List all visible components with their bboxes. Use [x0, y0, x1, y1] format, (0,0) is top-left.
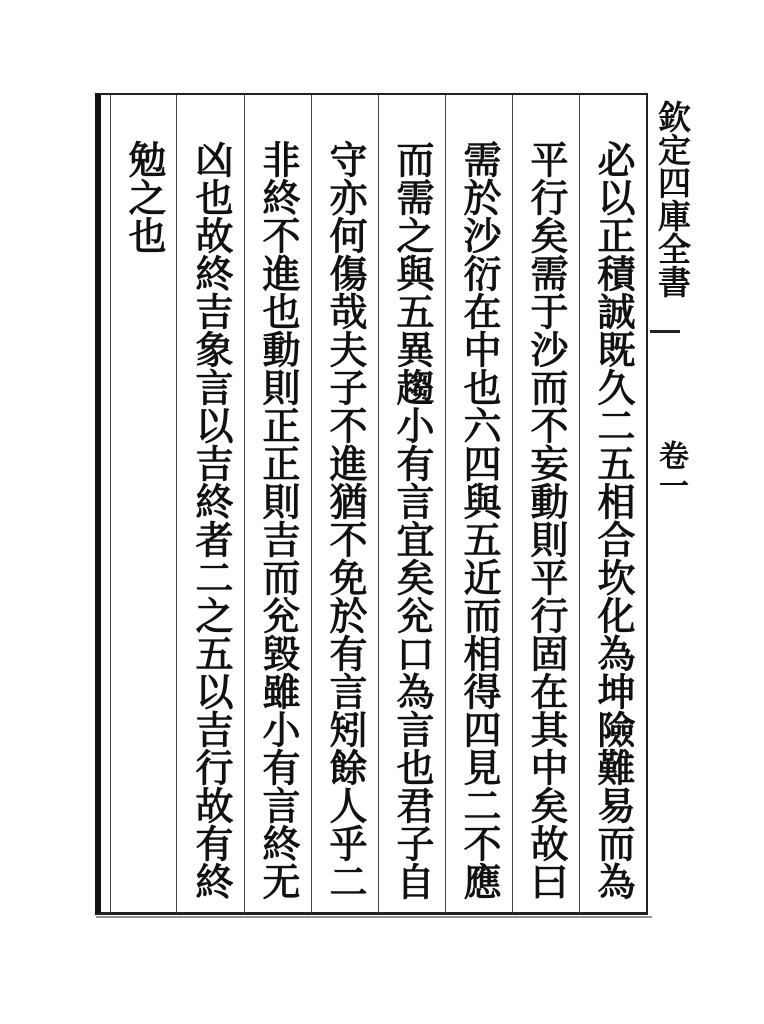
column-rule [445, 95, 446, 913]
text-column-1: 必以正積誠既久二五相合坎化為坤險難易而為 [591, 140, 636, 900]
margin-mark [650, 330, 680, 333]
text-column-6: 非終不進也動則正正則吉而兊毀雖小有言終无 [256, 140, 301, 900]
column-rule [579, 95, 580, 913]
scan-edge [96, 916, 652, 918]
column-rule [311, 95, 312, 913]
text-column-7: 凶也故終吉象言以吉終者二之五以吉行故有終 [189, 140, 234, 900]
text-column-3: 需於沙衍在中也六四與五近而相得四見二不應 [457, 140, 502, 900]
text-column-2: 平行矣需于沙而不妄動則平行固在其中矣故曰 [524, 140, 569, 900]
column-rule [176, 95, 177, 913]
book-title: 欽定四庫全書 [653, 100, 692, 298]
column-rule [512, 95, 513, 913]
text-column-5: 守亦何傷哉夫子不進猶不免於有言矧餘人乎二 [323, 140, 368, 900]
column-rule [378, 95, 379, 913]
column-rule [110, 95, 111, 913]
volume-label: 卷一 [653, 440, 688, 500]
text-column-8: 勉之也 [122, 140, 167, 254]
text-column-4: 而需之與五異趨小有言宜矣兊口為言也君子自 [390, 140, 435, 900]
column-rule [244, 95, 245, 913]
